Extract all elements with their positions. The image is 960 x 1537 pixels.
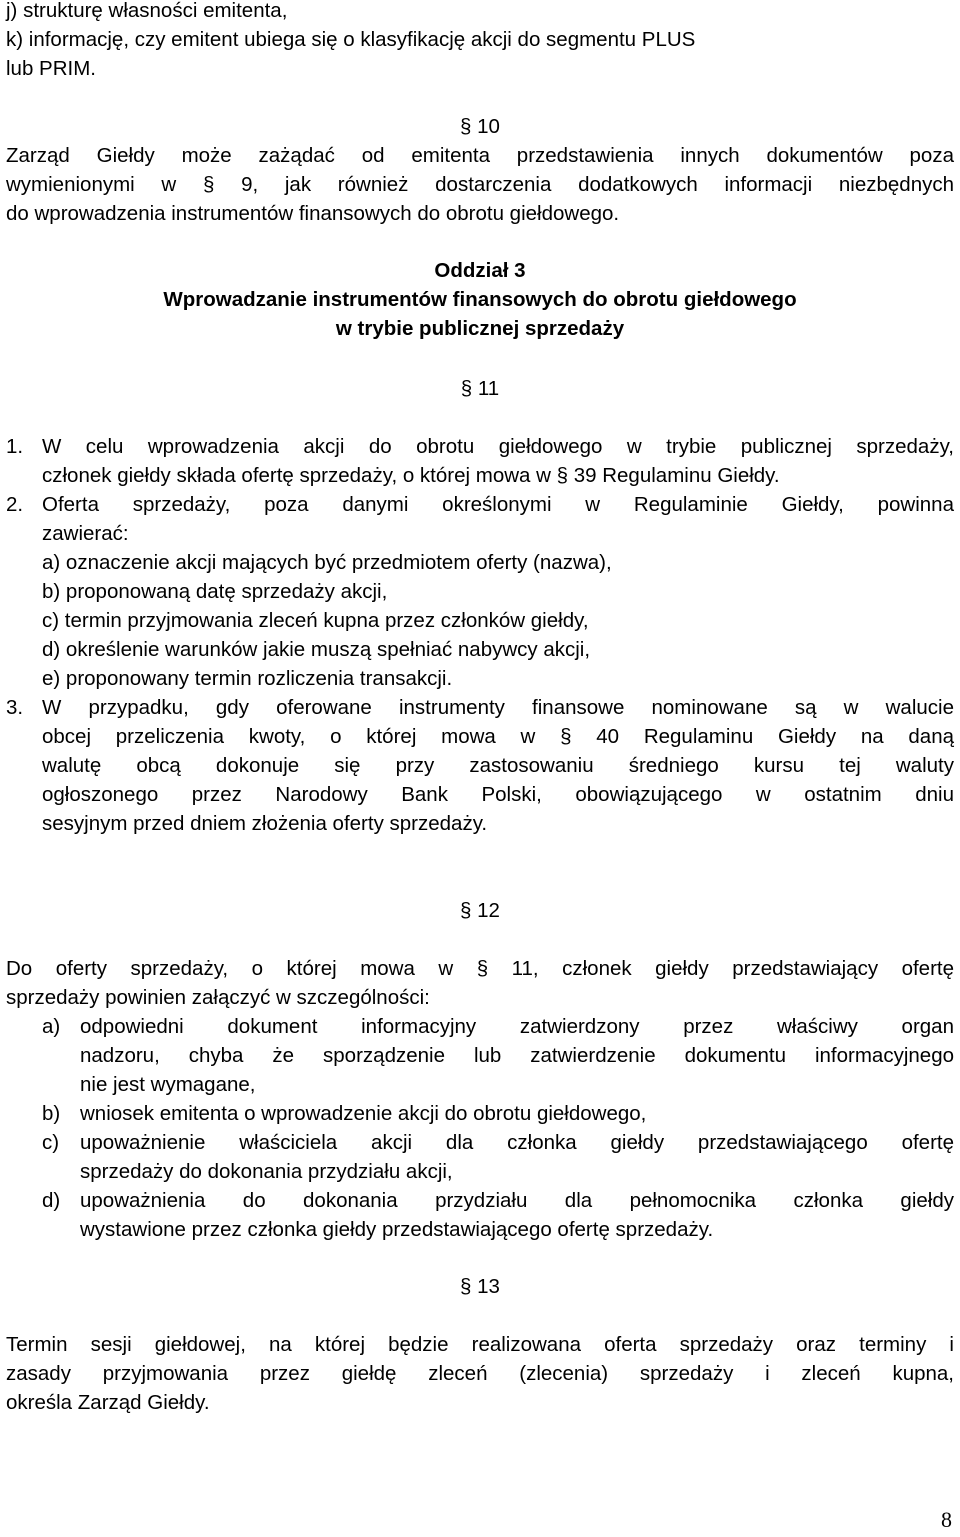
section-13-heading: § 13 — [460, 1275, 500, 1298]
section-13-line: określa Zarząd Giełdy. — [6, 1391, 210, 1414]
section-12-heading: § 12 — [460, 899, 500, 922]
section-10-line: Zarząd Giełdy może zażądać od emitenta przedstawienia innych dokumentów poza — [6, 144, 954, 167]
list-item: e) proponowany termin rozliczenia transakcji. — [42, 667, 453, 690]
paragraph-line: Oferta sprzedaży, poza danymi określonymi w Regulaminie Giełdy, powinna — [42, 493, 954, 516]
section-13-line: zasady przyjmowania przez giełdę zleceń (zlecenia) sprzedaży i zleceń kupna, — [6, 1362, 954, 1385]
chapter-title: Oddział 3 — [434, 259, 526, 282]
list-item: b) proponowaną datę sprzedaży akcji, — [42, 580, 388, 603]
chapter-subtitle: w trybie publicznej sprzedaży — [335, 317, 625, 340]
paragraph-number: 2. — [6, 493, 24, 516]
paragraph-line: sesyjnym przed dniem złożenia oferty sprzedaży. — [42, 812, 488, 835]
item-k-cont: lub PRIM. — [6, 57, 96, 80]
paragraph-line: W przypadku, gdy oferowane instrumenty finansowe nominowane są w walucie — [42, 696, 954, 719]
item-j: j) strukturę własności emitenta, — [6, 0, 288, 22]
list-letter: b) — [42, 1102, 61, 1125]
paragraph-line: W celu wprowadzenia akcji do obrotu giełdowego w trybie publicznej sprzedaży, — [42, 435, 954, 458]
list-item: a) oznaczenie akcji mających być przedmiotem oferty (nazwa), — [42, 551, 612, 574]
list-item-line: sprzedaży do dokonania przydziału akcji, — [80, 1160, 453, 1183]
section-10-heading: § 10 — [460, 115, 500, 138]
paragraph-line: ogłoszonego przez Narodowy Bank Polski, obowiązującego w ostatnim dniu — [42, 783, 954, 806]
section-10-line: do wprowadzenia instrumentów finansowych do obrotu giełdowego. — [6, 202, 620, 225]
paragraph-line: walutę obcą dokonuje się przy zastosowaniu średniego kursu tej waluty — [42, 754, 954, 777]
section-12-intro: sprzedaży powinien załączyć w szczególności: — [6, 986, 430, 1009]
section-10-line: wymienionymi w § 9, jak również dostarczenia dodatkowych informacji niezbędnych — [6, 173, 954, 196]
section-12-intro: Do oferty sprzedaży, o której mowa w § 11, członek giełdy przedstawiający ofertę — [6, 957, 954, 980]
paragraph-number: 3. — [6, 696, 24, 719]
section-11-heading: § 11 — [460, 377, 500, 400]
list-letter: c) — [42, 1131, 60, 1154]
list-item-line: upoważnienie właściciela akcji dla członka giełdy przedstawiającego ofertę — [80, 1131, 954, 1154]
item-k: k) informację, czy emitent ubiega się o klasyfikację akcji do segmentu PLUS — [6, 28, 696, 51]
list-item-line: odpowiedni dokument informacyjny zatwierdzony przez właściwy organ — [80, 1015, 954, 1038]
list-item-line: wystawione przez członka giełdy przedstawiającego ofertę sprzedaży. — [80, 1218, 714, 1241]
list-item: d) określenie warunków jakie muszą spełniać nabywcy akcji, — [42, 638, 591, 661]
section-13-line: Termin sesji giełdowej, na której będzie realizowana oferta sprzedaży oraz terminy i — [6, 1333, 954, 1356]
paragraph-line: członek giełdy składa ofertę sprzedaży, o której mowa w § 39 Regulaminu Giełdy. — [42, 464, 780, 487]
paragraph-number: 1. — [6, 435, 24, 458]
list-item: c) termin przyjmowania zleceń kupna przez członków giełdy, — [42, 609, 589, 632]
page-number: 8 — [941, 1507, 952, 1532]
list-item-line: wniosek emitenta o wprowadzenie akcji do obrotu giełdowego, — [80, 1102, 647, 1125]
list-item-line: nie jest wymagane, — [80, 1073, 256, 1096]
paragraph-line: zawierać: — [42, 522, 129, 545]
list-item-line: nadzoru, chyba że sporządzenie lub zatwierdzenie dokumentu informacyjnego — [80, 1044, 954, 1067]
list-item-line: upoważnienia do dokonania przydziału dla pełnomocnika członka giełdy — [80, 1189, 954, 1212]
list-letter: d) — [42, 1189, 61, 1212]
list-letter: a) — [42, 1015, 61, 1038]
chapter-subtitle: Wprowadzanie instrumentów finansowych do obrotu giełdowego — [163, 288, 797, 311]
paragraph-line: obcej przeliczenia kwoty, o której mowa w § 40 Regulaminu Giełdy na daną — [42, 725, 954, 748]
